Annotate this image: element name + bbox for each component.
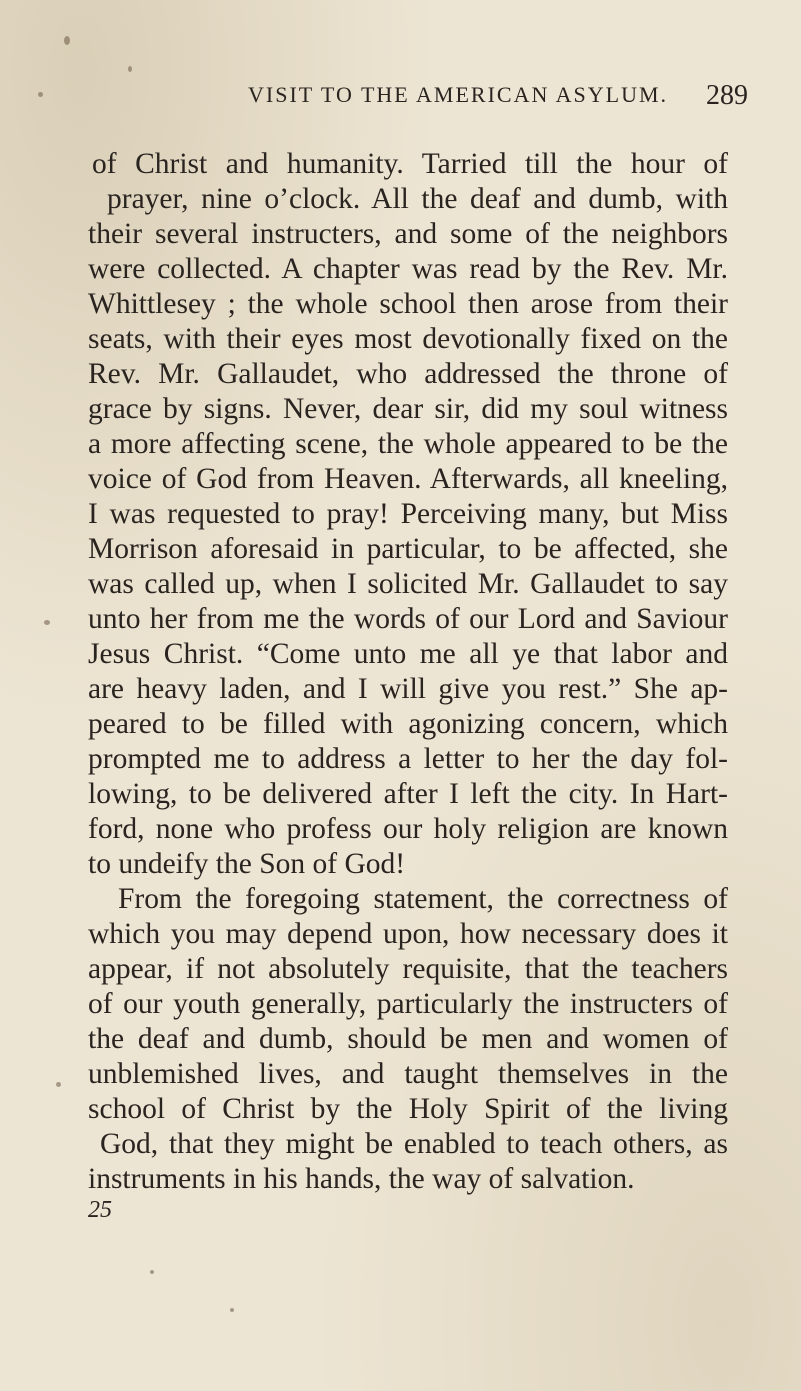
running-head: VISIT TO THE AMERICAN ASYLUM. [248, 82, 669, 107]
text-line: voice of God from Heaven. Afterwards, all kneeling, [88, 463, 728, 495]
text-line: were collected. A chapter was read by the Rev. Mr. [88, 253, 728, 285]
text-line: God, that they might be enabled to teach others, as [100, 1128, 728, 1160]
page-header [0, 80, 801, 120]
text-line: lowing, to be delivered after I left the city. In Hart- [88, 778, 728, 810]
text-line: the deaf and dumb, should be men and women of [88, 1023, 728, 1055]
text-line: prompted me to address a letter to her the day fol- [88, 743, 728, 775]
text-line: are heavy laden, and I will give you rest.” She ap- [88, 673, 728, 705]
text-line: Whittlesey ; the whole school then arose from their [88, 288, 728, 320]
text-line: prayer, nine o’clock. All the deaf and dumb, with [107, 183, 728, 215]
text-line: Jesus Christ. “Come unto me all ye that labor and [88, 638, 728, 670]
page-number: 289 [706, 80, 748, 111]
text-line: seats, with their eyes most devotionally fixed on the [88, 323, 728, 355]
text-line: appear, if not absolutely requisite, that the teachers [88, 953, 728, 985]
text-line: I was requested to pray! Perceiving many, but Miss [88, 498, 728, 530]
text-line: a more affecting scene, the whole appeared to be the [88, 428, 728, 460]
text-line: which you may depend upon, how necessary does it [88, 918, 728, 950]
text-line: of Christ and humanity. Tarried till the hour of [92, 148, 728, 180]
text-line: instruments in his hands, the way of salvation. [88, 1163, 635, 1195]
text-line: unto her from me the words of our Lord and Saviour [88, 603, 728, 635]
text-line: school of Christ by the Holy Spirit of the living [88, 1093, 728, 1125]
paper-speck [44, 620, 50, 625]
text-line: to undeify the Son of God! [88, 848, 406, 880]
text-line: Rev. Mr. Gallaudet, who addressed the throne of [88, 358, 728, 390]
text-line: their several instructers, and some of the neighbors [88, 218, 728, 250]
text-line: of our youth generally, particularly the instructers of [88, 988, 728, 1020]
text-line: Morrison aforesaid in particular, to be affected, she [88, 533, 728, 565]
paper-speck [128, 66, 132, 72]
signature-mark: 25 [88, 1197, 112, 1223]
text-line: grace by signs. Never, dear sir, did my soul witness [88, 393, 728, 425]
text-line: unblemished lives, and taught themselves in the [88, 1058, 728, 1090]
text-line: peared to be filled with agonizing concern, which [88, 708, 728, 740]
text-line: was called up, when I solicited Mr. Gallaudet to say [88, 568, 728, 600]
paper-speck [38, 92, 43, 97]
paper-speck [56, 1082, 61, 1087]
text-line: From the foregoing statement, the correctness of [118, 883, 728, 915]
text-line: ford, none who profess our holy religion are known [88, 813, 728, 845]
paper-speck [64, 36, 70, 45]
paper-speck [230, 1308, 234, 1312]
paper-speck [150, 1270, 154, 1274]
